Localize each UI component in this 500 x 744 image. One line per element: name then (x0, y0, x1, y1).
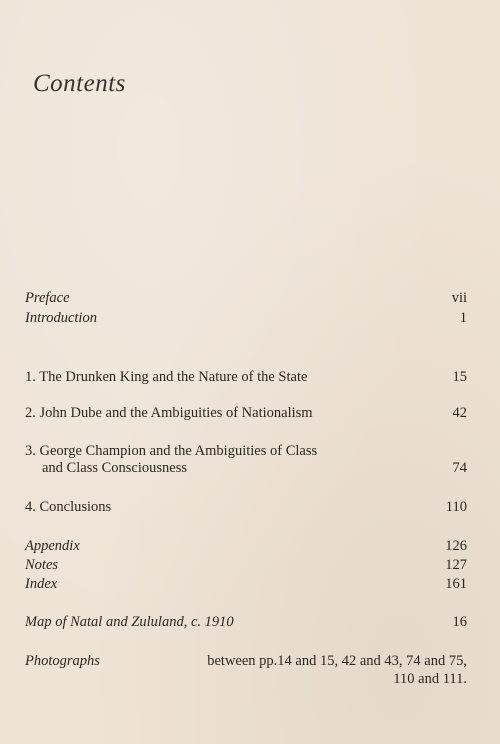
toc-entry-label: 1. The Drunken King and the Nature of the State (25, 369, 308, 385)
toc-entry-photographs (25, 652, 467, 688)
toc-page-number: 15 (452, 369, 467, 385)
toc-entry-appendix (25, 538, 467, 555)
toc-page-number: 110 (445, 499, 467, 515)
toc-entry-label-continuation: and Class Consciousness (42, 460, 187, 476)
toc-page-number: 161 (445, 576, 467, 592)
toc-entry-label: 2. John Dube and the Ambiguities of Nationalism (25, 405, 313, 421)
toc-entry-notes (25, 557, 467, 574)
toc-entry-label: Preface (25, 290, 70, 306)
toc-entry-preface (25, 290, 467, 307)
photographs-pages-line-2: 110 and 111. (393, 671, 467, 687)
toc-page-number: vii (451, 290, 467, 306)
toc-entry-label: 4. Conclusions (25, 499, 112, 515)
toc-entry-index (25, 576, 467, 593)
toc-page-number: 42 (452, 405, 467, 421)
toc-page-number: 1 (459, 310, 467, 326)
toc-page-number: 126 (445, 538, 467, 554)
toc-entry-chapter-1 (25, 369, 467, 386)
toc-entry-introduction (25, 310, 467, 327)
toc-entry-map (25, 614, 467, 631)
toc-page-number: 127 (445, 557, 467, 573)
toc-entry-chapter-2 (25, 405, 467, 422)
toc-entry-label: Index (25, 576, 58, 592)
toc-entry-label: Introduction (25, 310, 97, 326)
toc-entry-label: Appendix (25, 538, 80, 554)
toc-entry-chapter-4 (25, 499, 467, 516)
toc-page-number: 74 (452, 460, 467, 476)
toc-entry-label: Map of Natal and Zululand, c. 1910 (25, 614, 234, 630)
toc-entry-label: 3. George Champion and the Ambiguities of Class (25, 443, 318, 459)
photographs-pages-line-1: between pp.14 and 15, 42 and 43, 74 and 75, (207, 653, 467, 669)
toc-page-number: 16 (452, 614, 467, 630)
toc-entry-label: Notes (25, 557, 59, 573)
toc-entry-label: Photographs (25, 653, 100, 669)
toc-entry-chapter-3 (25, 443, 467, 477)
page-title: Contents (33, 70, 126, 97)
